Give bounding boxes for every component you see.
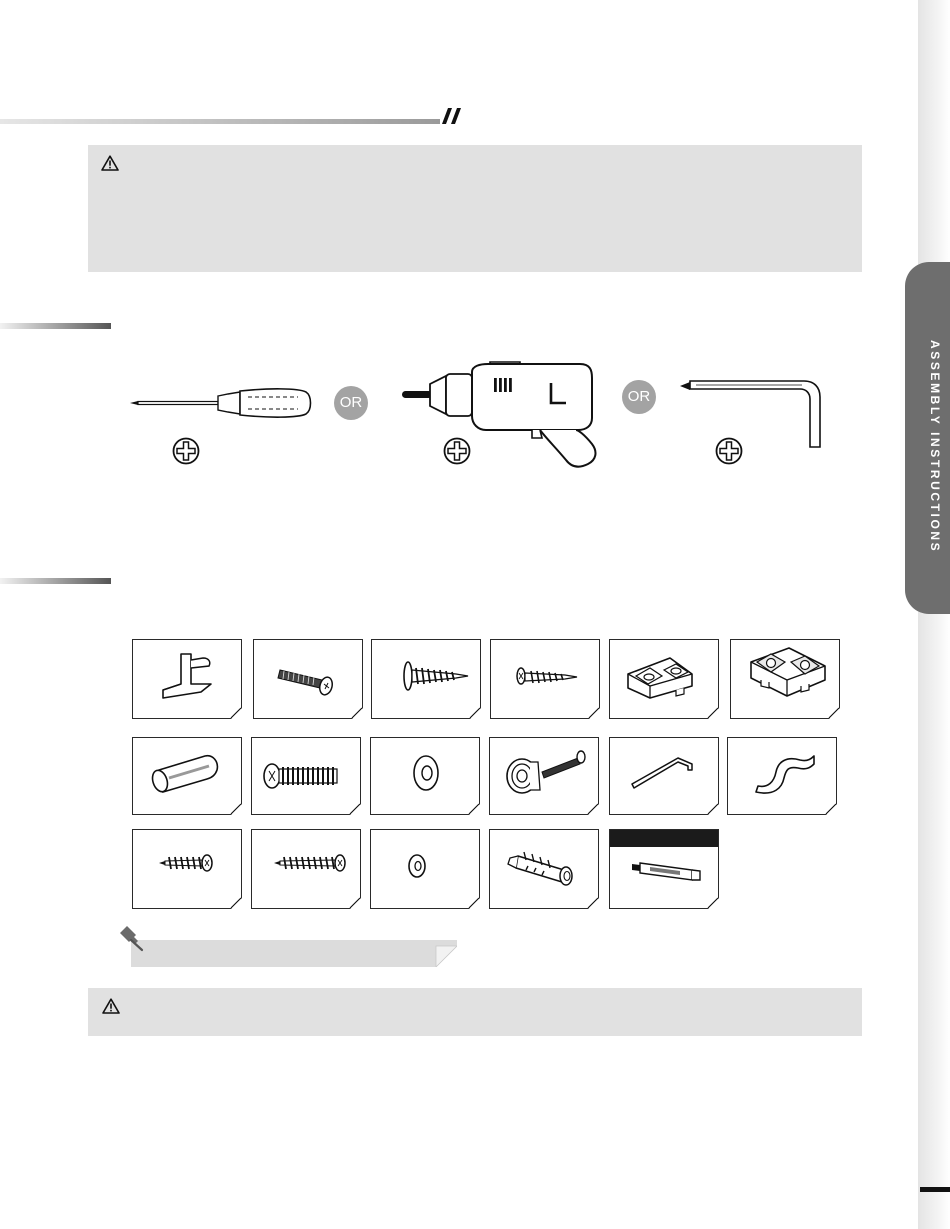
- anti-tip-strap-icon: [728, 738, 838, 816]
- or-badge: OR: [622, 380, 656, 414]
- warning-icon: [102, 998, 120, 1014]
- corner-connector-icon: [610, 640, 720, 720]
- washer-head-screw-icon: [372, 640, 482, 720]
- part-card-allen-wrench: [609, 737, 719, 815]
- phillips-head-icon: [443, 437, 471, 465]
- warning-panel-bottom: [88, 988, 862, 1036]
- part-card-wooden-dowel: [132, 737, 242, 815]
- screwdriver-icon: [128, 384, 312, 420]
- part-card-short-pan-screw: [132, 829, 242, 909]
- phillips-head-icon: [715, 437, 743, 465]
- wooden-dowel-icon: [133, 738, 243, 816]
- or-badge: OR: [334, 386, 368, 420]
- part-card-cam-lock-bolt: [489, 737, 599, 815]
- part-card-washer-head-screw: [371, 639, 481, 719]
- note-strip: [131, 940, 457, 967]
- part-card-double-corner-connector: [730, 639, 840, 719]
- warning-icon: [101, 155, 119, 171]
- part-card-large-washer: [370, 737, 480, 815]
- small-washer-icon: [371, 830, 481, 910]
- truss-head-bolt-icon: [252, 738, 362, 816]
- part-card-touch-up-marker: [609, 829, 719, 909]
- double-corner-connector-icon: [731, 640, 841, 720]
- large-washer-icon: [371, 738, 481, 816]
- phillips-head-icon: [172, 437, 200, 465]
- hardware-section-bar: [0, 578, 111, 584]
- warning-panel-top: [88, 145, 862, 272]
- wall-anchor-icon: [490, 830, 600, 910]
- part-card-anti-tip-strap: [727, 737, 837, 815]
- header-rule: [0, 119, 440, 124]
- cam-lock-bolt-icon: [490, 738, 600, 816]
- flat-head-screw-icon: [491, 640, 601, 720]
- shelf-support-pin-icon: [133, 640, 243, 720]
- double-slash-icon: [442, 108, 464, 124]
- part-card-shelf-support-pin: [132, 639, 242, 719]
- part-card-corner-connector: [609, 639, 719, 719]
- side-strip: [918, 0, 950, 1229]
- part-card-flat-head-screw: [490, 639, 600, 719]
- part-card-wall-anchor: [489, 829, 599, 909]
- machine-bolt-icon: [254, 640, 364, 720]
- side-tab-label: ASSEMBLY INSTRUCTIONS: [928, 340, 942, 554]
- short-pan-screw-icon: [133, 830, 243, 910]
- long-pan-screw-icon: [252, 830, 362, 910]
- pushpin-icon: [118, 924, 146, 952]
- part-card-small-washer: [370, 829, 480, 909]
- part-card-truss-head-bolt: [251, 737, 361, 815]
- hex-key-icon: [676, 375, 824, 451]
- allen-wrench-icon: [610, 738, 720, 816]
- part-card-machine-bolt: [253, 639, 363, 719]
- touch-up-marker-icon: [610, 830, 720, 910]
- power-drill-icon: [400, 356, 604, 472]
- page-number-marker: [920, 1187, 950, 1192]
- part-card-long-pan-screw: [251, 829, 361, 909]
- tools-section-bar: [0, 323, 111, 329]
